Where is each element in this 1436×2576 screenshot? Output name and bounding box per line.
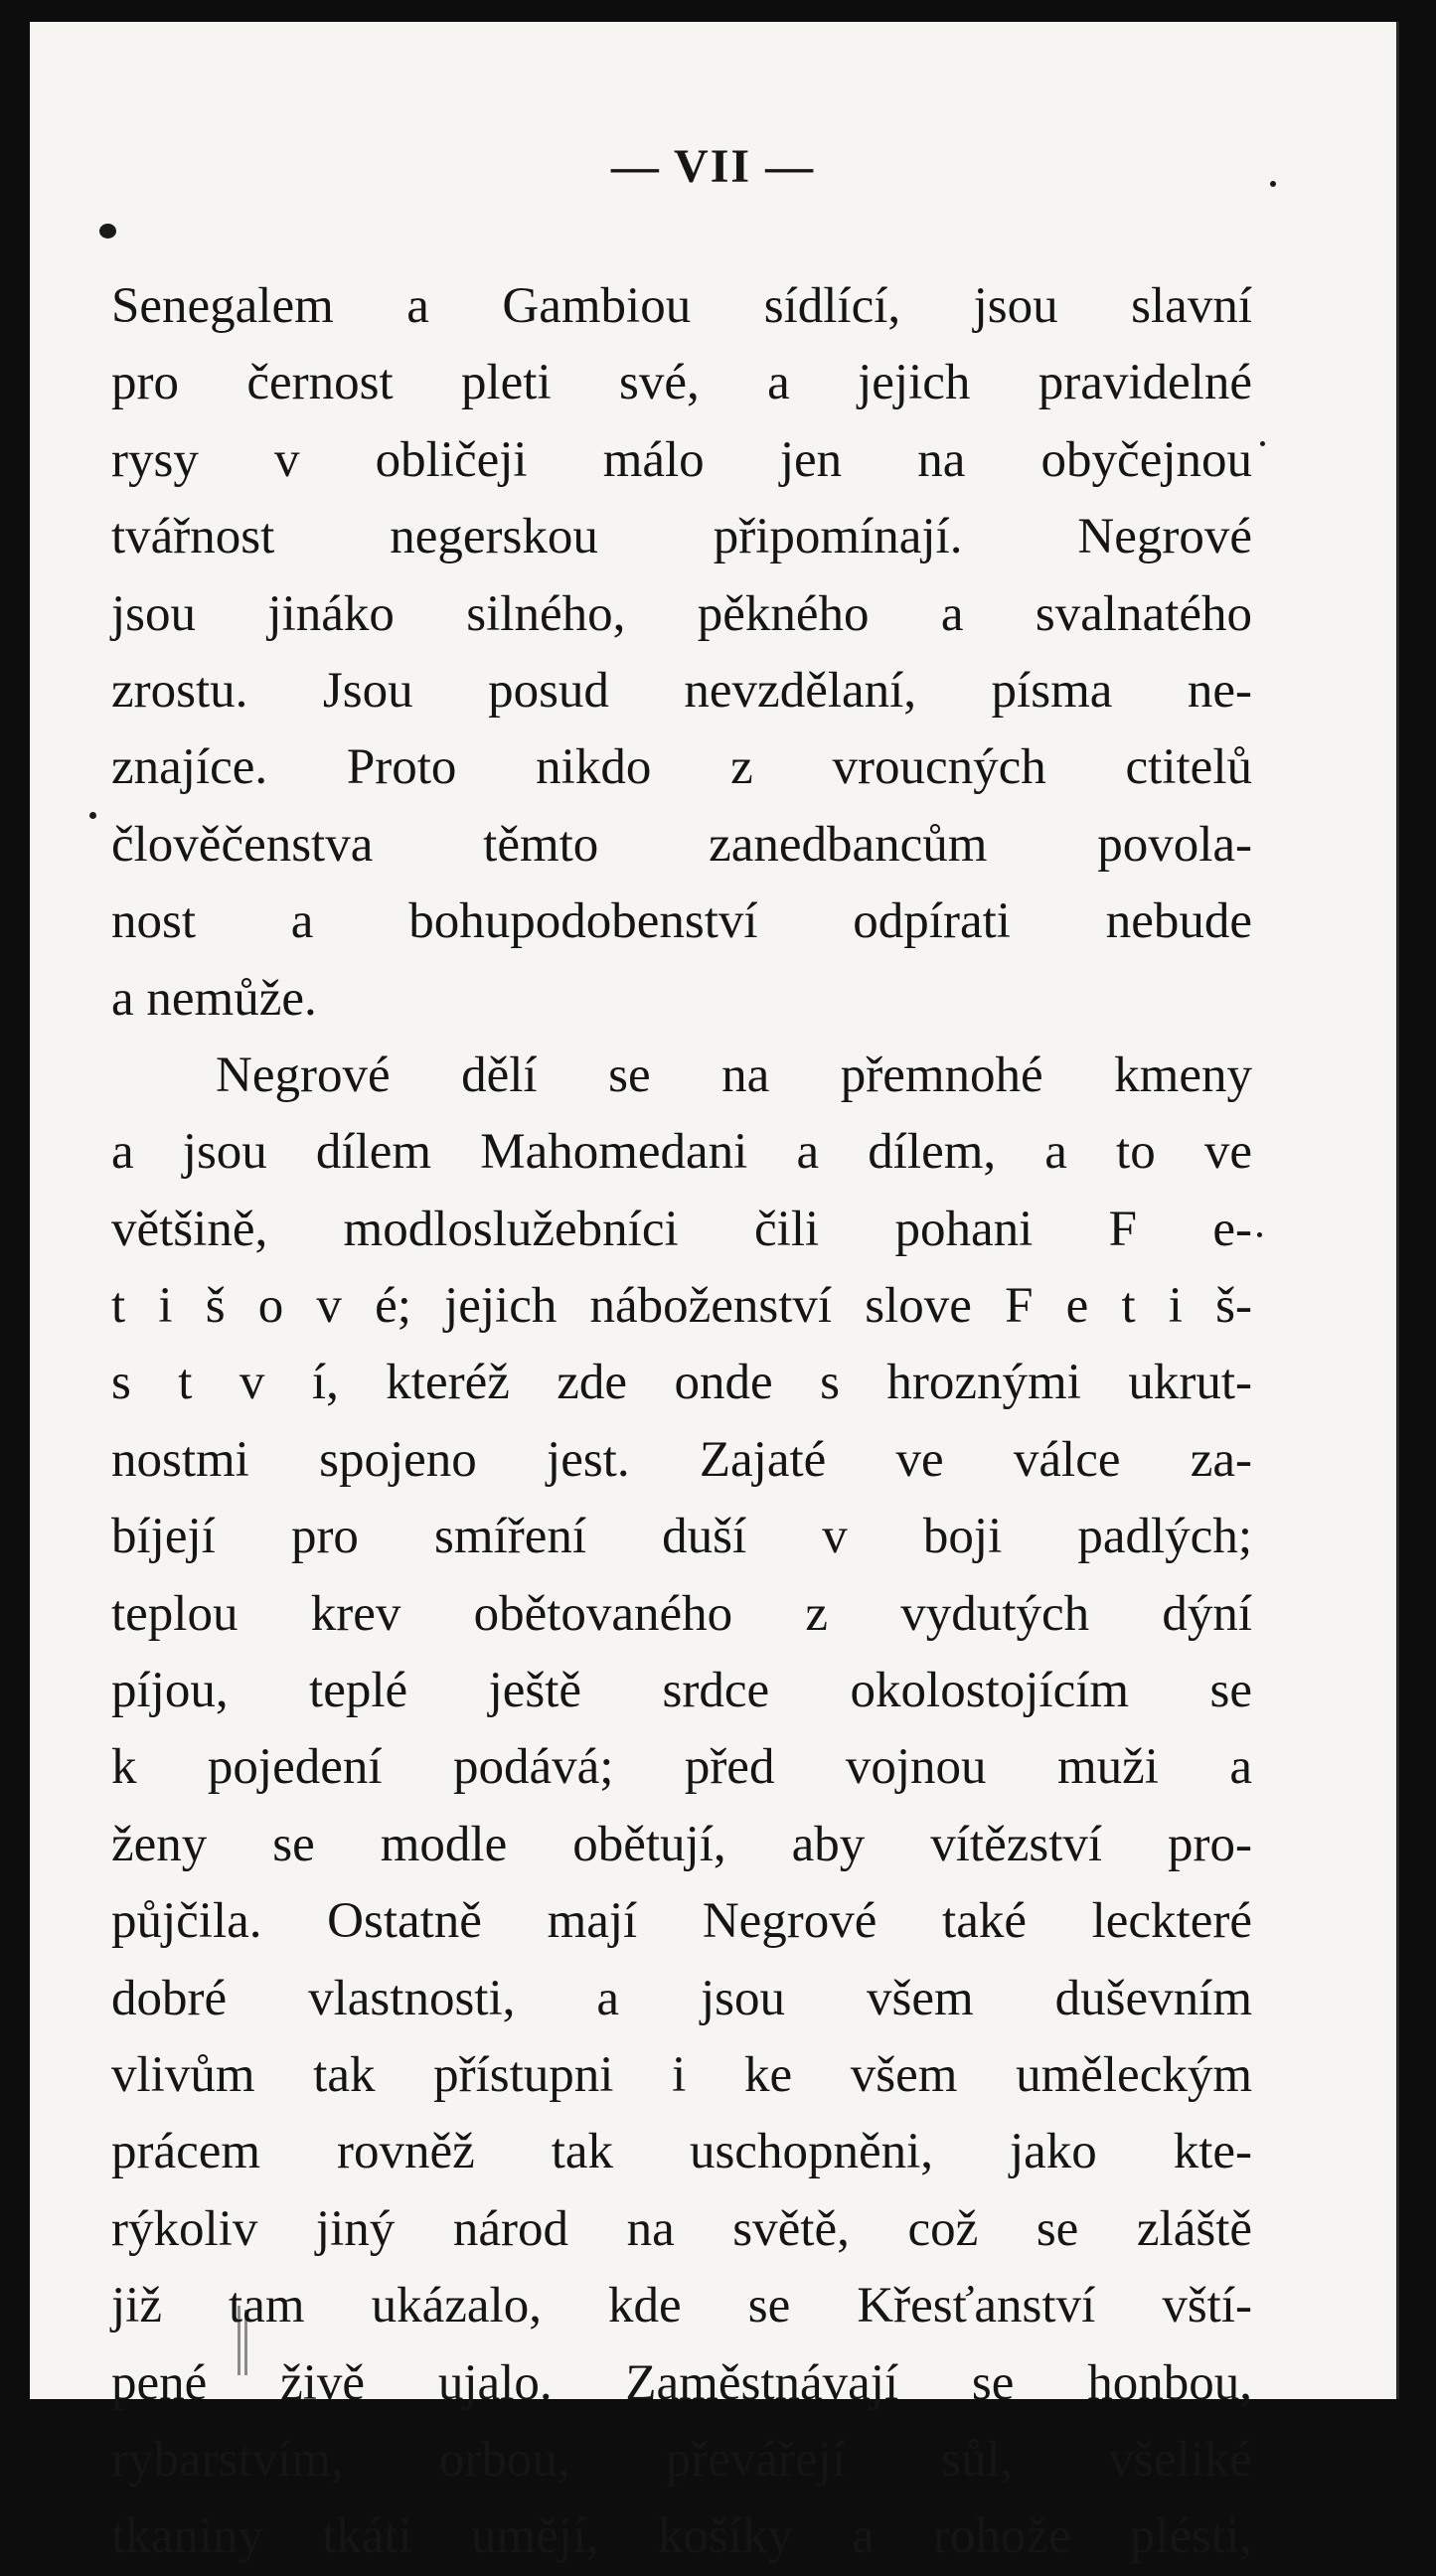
text-line: většině, modloslužebníci čili pohani F e- — [111, 1201, 1252, 1257]
text-line: pro černost pleti své, a jejich pravidelné — [111, 355, 1252, 411]
text-line: prácem rovněž tak uschopněni, jako kte- — [111, 2124, 1252, 2180]
text-line: jsou jináko silného, pěkného a svalnatého — [111, 585, 1252, 642]
text-line: pené živě ujalo. Zaměstnávají se honbou, — [111, 2354, 1252, 2411]
text-line: s t v í, kteréž zde onde s hroznými ukrut- — [111, 1355, 1252, 1411]
text-line: člověčenstva těmto zanedbancům povola- — [111, 816, 1252, 873]
text-line: píjou, teplé ještě srdce okolostojícím se — [111, 1663, 1252, 1719]
body-text — [111, 268, 1252, 2576]
text-line: již tam ukázalo, kde se Křesťanství vští- — [111, 2278, 1252, 2334]
text-line: tvářnost negerskou připomínají. Negrové — [111, 509, 1252, 565]
text-line: půjčila. Ostatně mají Negrové také leckteré — [111, 1893, 1252, 1950]
ink-speck — [1260, 441, 1265, 446]
text-line: ženy se modle obětují, aby vítězství pro- — [111, 1816, 1252, 1872]
text-line: a jsou dílem Mahomedani a dílem, a to ve — [111, 1124, 1252, 1181]
text-line: k pojedení podává; před vojnou muži a — [111, 1739, 1252, 1796]
text-line: nost a bohupodobenství odpírati nebude — [111, 893, 1252, 950]
page-header: — VII — — [610, 140, 816, 193]
ink-speck — [1257, 1232, 1262, 1237]
text-line: teplou krev obětovaného z vydutých dýní — [111, 1585, 1252, 1642]
book-page — [30, 22, 1399, 2565]
text-line: tkaniny tkáti umějí, košíky a rohože plésti, — [111, 2508, 1252, 2565]
text-line: a nemůže. — [111, 970, 317, 1027]
ink-speck — [89, 812, 96, 819]
text-line: rybarstvím, orbou, převářejí sůl, všeliké — [111, 2431, 1252, 2488]
ink-speck — [99, 224, 116, 239]
text-line: Negrové dělí se na přemnohé kmeny — [216, 1046, 1252, 1103]
text-line: nostmi spojeno jest. Zajaté ve válce za- — [111, 1431, 1252, 1488]
text-line: znajíce. Proto nikdo z vroucných ctitelů — [111, 739, 1252, 796]
text-line: zrostu. Jsou posud nevzdělaní, písma ne- — [111, 662, 1252, 719]
text-line: rysy v obličeji málo jen na obyčejnou — [111, 431, 1252, 488]
text-line: Senegalem a Gambiou sídlící, jsou slavní — [111, 278, 1252, 334]
text-line: vlivům tak přístupni i ke všem uměleckým — [111, 2046, 1252, 2103]
text-line: bíjejí pro smíření duší v boji padlých; — [111, 1509, 1252, 1565]
text-line: rýkoliv jiný národ na světě, což se zláště — [111, 2200, 1252, 2257]
text-line: dobré vlastnosti, a jsou všem duševním — [111, 1970, 1252, 2026]
text-line: t i š o v é; jejich náboženství slove F e t i š- — [111, 1278, 1252, 1335]
